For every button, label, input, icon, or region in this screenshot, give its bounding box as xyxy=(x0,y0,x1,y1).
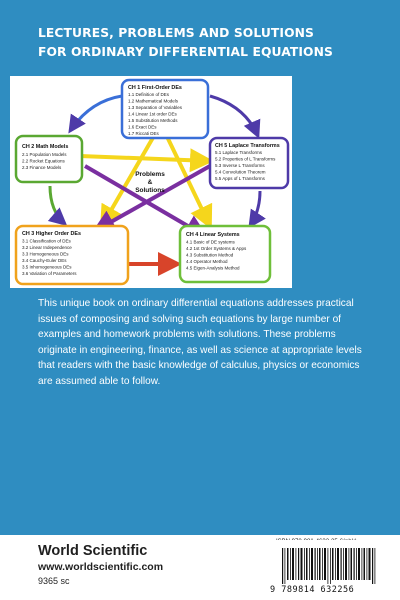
ch2-item: 2.3 Finance Models xyxy=(22,165,62,170)
ch5-item: 5.2 Properties of L Transforms xyxy=(215,156,276,162)
center-label-2: & xyxy=(147,179,153,186)
ch1-item: 1.6 Exact DEs xyxy=(128,124,157,130)
center-label-3: Solutions xyxy=(135,187,165,194)
ch3-item: 3.1 Classification of DEs xyxy=(22,238,71,244)
ch1-item: 1.1 Definition of DEs xyxy=(128,92,170,97)
title-line-1: LECTURES, PROBLEMS AND SOLUTIONS xyxy=(38,26,314,40)
title-line-2: FOR ORDINARY DIFFERENTIAL EQUATIONS xyxy=(38,45,333,59)
ch3-title: CH 3 Higher Order DEs xyxy=(22,231,82,237)
ch2-item: 2.1 Population Models xyxy=(22,152,67,157)
book-title xyxy=(38,24,368,62)
ch5-title: CH 5 Laplace Transforms xyxy=(215,143,280,149)
chapter-box-ch1 xyxy=(122,80,208,138)
ch1-item: 1.4 Linear 1st order DEs xyxy=(128,111,177,117)
publisher-name: World Scientific xyxy=(38,543,148,559)
ch3-item: 3.4 Cauchy-Euler DEs xyxy=(22,258,67,263)
ch5-item: 5.4 Convolution Theorem xyxy=(215,169,266,175)
chapter-box-ch5 xyxy=(210,138,288,188)
ch3-item: 3.6 Variation of Parameters xyxy=(22,271,77,276)
chapter-box-ch3 xyxy=(16,226,128,284)
ch1-title: CH 1 First-Order DEs xyxy=(128,85,182,91)
ch4-item: 4.3 Substitution Method xyxy=(186,252,234,258)
ch3-item: 3.3 Homogeneous DEs xyxy=(22,251,69,257)
ch1-item: 1.2 Mathematical Models xyxy=(128,98,179,104)
ch4-item: 4.4 Operator Method xyxy=(186,259,228,264)
ch4-title: CH 4 Linear Systems xyxy=(186,232,240,238)
ch2-item: 2.2 Rocket Equations xyxy=(22,158,65,164)
ch5-item: 5.5 Apps of L Transforms xyxy=(215,176,265,181)
ch1-item: 1.7 Riccati DEs xyxy=(128,131,159,136)
ch2-title: CH 2 Math Models xyxy=(22,144,69,150)
ch4-item: 4.5 Eigen-Analysis Method xyxy=(186,265,240,271)
barcode-digits: 9 789814 632256 xyxy=(270,585,355,595)
ch4-item: 4.1 Basic of DE systems xyxy=(186,239,235,245)
ch5-item: 5.3 Inverse L Transforms xyxy=(215,163,265,168)
chapter-diagram xyxy=(10,76,292,288)
publisher-url: www.worldscientific.com xyxy=(38,561,164,573)
ch4-item: 4.2 1st Order Systems & Apps xyxy=(186,246,247,251)
book-description: This unique book on ordinary differential equations addresses practical issues of composing and solving such equations by large number of examples and homework problems with solutions. These problems originate in engineering, finance, as well as science at appropriate levels that readers with the basic knowledge of calculus, physics or economics are assumed able to follow. xyxy=(38,298,362,387)
ch1-item: 1.5 Substitution Methods xyxy=(128,118,178,123)
center-label-1: Problems xyxy=(135,171,165,178)
product-code: 9365 sc xyxy=(38,576,70,586)
ch3-item: 3.5 Inhomogeneous DEs xyxy=(22,264,72,270)
chapter-box-ch4 xyxy=(180,226,270,282)
ch3-item: 3.2 Linear Independence xyxy=(22,245,72,250)
ch1-item: 1.3 Separation of Variables xyxy=(128,105,182,110)
chapter-box-ch2 xyxy=(16,136,82,182)
ch5-item: 5.1 Laplace Transforms xyxy=(215,150,263,155)
